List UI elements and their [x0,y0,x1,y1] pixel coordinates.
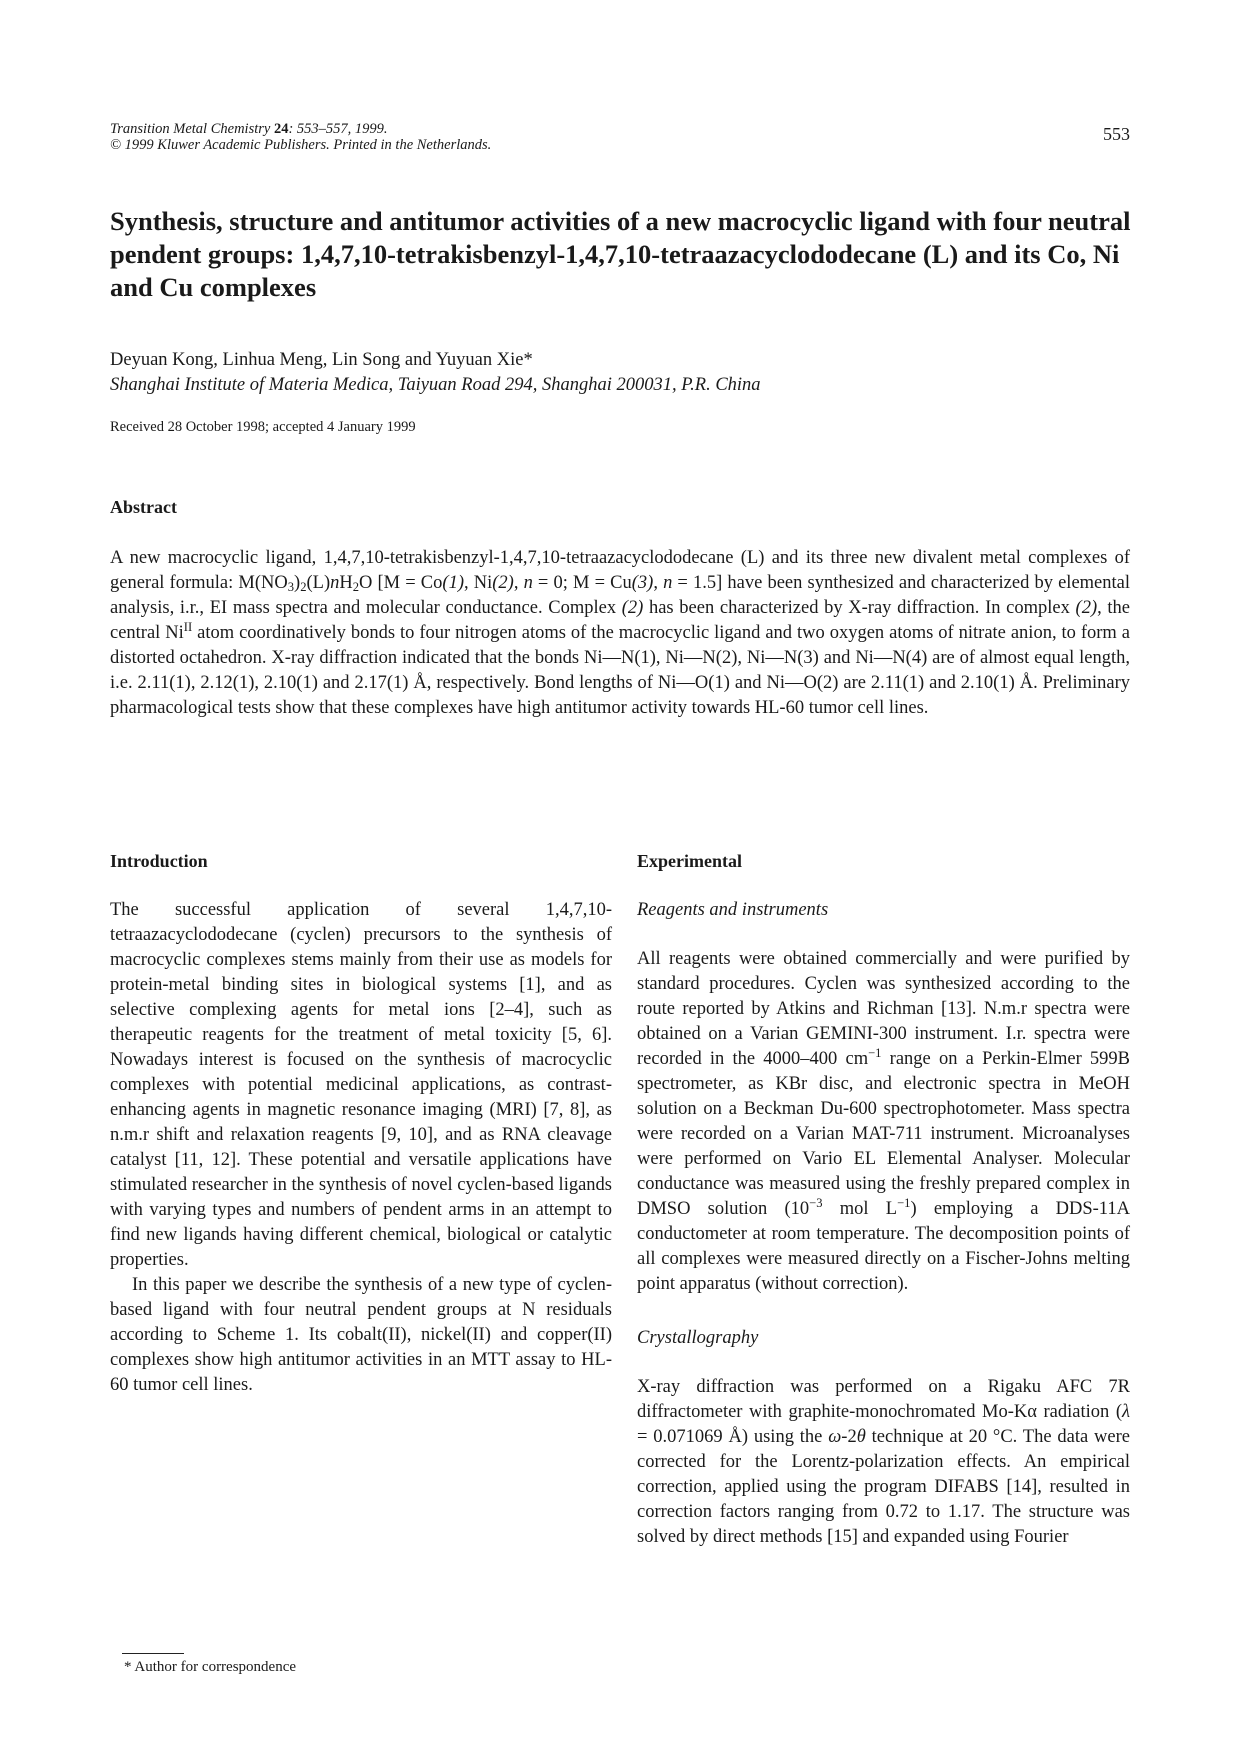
section-spacer [637,1297,1130,1326]
introduction-paragraph-2: In this paper we describe the synthesis of a new type of cyclen-based ligand with four neutral pendent groups at N residuals according to Scheme 1. Its cobalt(II), nickel(II) and copper(II) complexes show high antitumor activities in an MTT assay to HL-60 tumor cell lines. [110,1275,612,1395]
journal-pages-year: : 553–557, 1999. [288,121,388,137]
abstract-heading: Abstract [110,497,177,517]
journal-volume: 24 [273,121,289,137]
crystallography-paragraph: X-ray diffraction was performed on a Rigaku AFC 7R diffractometer with graphite-monochromated Mo-Kα radiation (λ = 0.071069 Å) using the ω-2θ technique at 20 °C. The data were corrected for the Lorentz-polarization effects. An empirical correction, applied using the program DIFABS [14], resulted in correction factors ranging from 0.72 to 1.17. The structure was solved by direct methods [15] and expanded using Fourier [637,1377,1130,1547]
crystallography-subheading: Crystallography [637,1328,759,1348]
abstract-text: A new macrocyclic ligand, 1,4,7,10-tetrakisbenzyl-1,4,7,10-tetraazacyclododecane (L) and its three new divalent metal complexes of general formula: $M(NO_3)_2(L)nH_2O$ [M = Co(1), Ni(2), n = 0; M = Cu(3), n = 1.5] have been synthesized and characterized by elemental analysis, i.r., EI mass spectra and molecular conductance. Complex (2) has been characterized by X-ray diffraction. In complex (2), the central $Ni^{II}$ atom coordinatively bonds to four nitrogen atoms of the macrocyclic ligand and two oxygen atoms of nitrate anion, to form a distorted octahedron. X-ray diffraction indicated that the bonds Ni—N(1), Ni—N(2), Ni—N(3) and Ni—N(4) are of almost equal length, i.e. 2.11(1), 2.12(1), 2.10(1) and 2.17(1) Å, respectively. Bond lengths of Ni—O(1) and Ni—O(2) are 2.11(1) and 2.10(1) Å. Preliminary pharmacological tests show that these complexes have high antitumor activity towards HL-60 tumor cell lines. [110,548,1131,718]
reagents-paragraph: All reagents were obtained commercially and were purified by standard procedures. Cyclen was synthesized according to the route reported by Atkins and Richman [13]. N.m.r spectra were obtained on a Varian GEMINI-300 instrument. I.r. spectra were recorded in the 4000–400 $cm^{-1}$ range on a Perkin-Elmer 599B spectrometer, as KBr disc, and electronic spectra in MeOH solution on a Beckman Du-600 spectrophotometer. Mass spectra were recorded on a Varian MAT-711 instrument. Microanalyses were performed on Vario EL Elemental Analyser. Molecular conductance was measured using the freshly prepared complex in DMSO solution ($10^{-3}$ mol $L^{-1}$) employing a DDS-11A conductometer at room temperature. The decomposition points of all complexes were measured directly on a Fischer-Johns melting point apparatus (without correction). [637,949,1131,1294]
footnote-rule [122,1653,184,1654]
right-column [637,849,1130,1550]
journal-name: Transition Metal Chemistry [110,121,271,137]
article-title: Synthesis, structure and antitumor activities of a new macrocyclic ligand with four neutral pendent groups: 1,4,7,10-tetrakisbenzyl-1,4,7,10-tetraazacyclododecane (L) and its Co, Ni and Cu complexes [110,206,1131,302]
author-list: Deyuan Kong, Linhua Meng, Lin Song and Yuyuan Xie* [110,350,533,370]
page-number: 553 [1103,124,1130,144]
footnote-text: * Author for correspondence [124,1659,297,1675]
copyright-line: © 1999 Kluwer Academic Publishers. Printed in the Netherlands. [110,137,492,153]
author-affiliation: Shanghai Institute of Materia Medica, Taiyuan Road 294, Shanghai 200031, P.R. China [110,375,761,395]
journal-line [110,121,491,137]
journal-citation [110,121,491,153]
left-column [110,849,612,1398]
received-dates: Received 28 October 1998; accepted 4 January 1999 [110,419,416,435]
reagents-subheading: Reagents and instruments [637,900,829,920]
introduction-paragraph-1: The successful application of several 1,4,7,10-tetraazacyclododecane (cyclen) precursors to the synthesis of macrocyclic complexes stems mainly from their use as models for protein-metal binding sites in biological systems [1], and as selective complexing agents for metal ions [2–4], such as therapeutic reagents for the treatment of metal toxicity [5, 6]. Nowadays interest is focused on the synthesis of macrocyclic complexes with potential medicinal applications, as contrast-enhancing agents in magnetic resonance imaging (MRI) [7, 8], as n.m.r shift and relaxation reagents [9, 10], and as RNA cleavage catalyst [11, 12]. These potential and versatile applications have stimulated researcher in the synthesis of novel cyclen-based ligands with varying types and numbers of pendent arms in an attempt to find new ligands having different chemical, biological or catalytic properties. [110,900,612,1270]
experimental-heading: Experimental [637,851,742,871]
introduction-heading: Introduction [110,851,208,871]
